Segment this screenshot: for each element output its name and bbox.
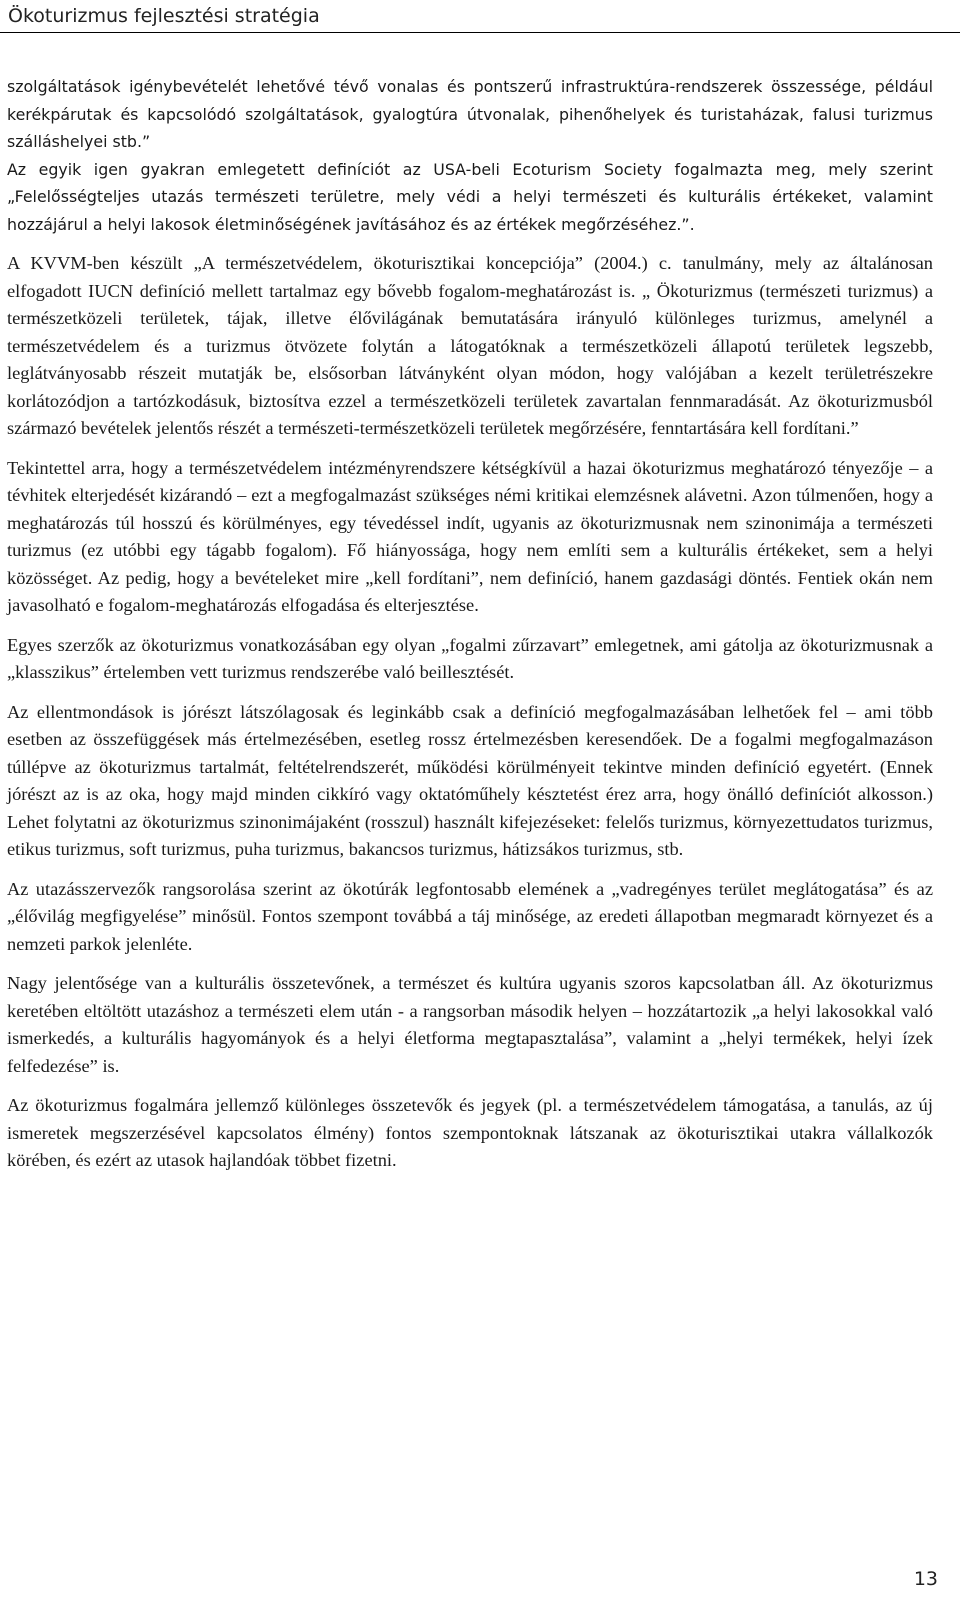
paragraph-contradictions: Az ellentmondások is jórészt látszólagosak és leginkább csak a definíció megfogalmazásában lelhetőek fel – ami több esetben az összefüggések más értelmezésében, esetleg rossz értelmezésben keresendőek. De a fogalmi megfogalmazáson túllépve az ökoturizmus tartalmát, feltételrendszerét, működési körülményeit tekintve minden definíció egyetért. (Ennek jórészt az is az oka, hogy majd minden cikkíró vagy oktatóműhely késztetést érez arra, hogy önálló definíciót alkosson.) Lehet folytatni az ökoturizmus szinonimájaként (rosszul) használt kifejezéseket: felelős turizmus, környezettudatos turizmus, etikus turizmus, soft turizmus, puha turizmus, bakancsos turizmus, hátizsákos turizmus, stb. <box>7 701 933 859</box>
header-divider <box>0 32 960 33</box>
paragraph-kvvm-concept: A KVVM-ben készült „A természetvédelem, ökoturisztikai koncepciója” (2004.) c. tanulmány, mely az általánosan elfogadott IUCN definíció mellett tartalmaz egy bővebb fogalom-meghatározást is. „ Ökoturizmus (természeti turizmus) a természetközeli területek, tájak, illetve élővilágának bemutatására irányuló különleges turizmus, amelynél a természetvédelem és a turizmus ötvözete folytán a látogatóknak a természetközeli állapotú területek legszebb, leglátványosabb részeit mutatják be, elsősorban látványként olyan módon, hogy valójában a kezelt területrészekre korlátozódjon a tartózkodásuk, biztosítva ezzel a természetközeli területek zavartalan fennmaradását. Az ökoturizmusból származó bevételek jelentős részét a természeti-természetközeli területek megőrzésére, fenntartására kell fordítani.” <box>7 253 933 438</box>
running-header: Ökoturizmus fejlesztési stratégia <box>8 5 320 27</box>
paragraph-conceptual-confusion: Egyes szerzők az ökoturizmus vonatkozásában egy olyan „fogalmi zűrzavart” emlegetnek, ami gátolja az ökoturizmusnak a „klasszikus” értelemben vett turizmus rendszerébe való beillesztését. <box>7 634 933 682</box>
paragraph-critique: Tekintettel arra, hogy a természetvédelem intézményrendszere kétségkívül a hazai ökoturizmus meghatározó tényezője – a tévhitek elterjedését kizárandó – ezt a megfogalmazást szükséges némi kritikai elemzésnek alávetni. Azon túlmenően, hogy a meghatározás túl hosszú és körülményes, egy tévedéssel indít, ugyanis az ökoturizmusnak nem szinonimája a természeti turizmus (ez utóbbi egy tágabb fogalom). Fő hiányossága, hogy nem említi sem a kulturális értékeket, sem a helyi közösséget. Az pedig, hogy a bevételeket mire „kell fordítani”, nem definíció, hanem gazdasági döntés. Fentiek okán nem javasolható e fogalom-meghatározás elfogadása és elterjesztése. <box>7 457 933 615</box>
paragraph-ecoturism-society-definition: Az egyik igen gyakran emlegetett definíciót az USA-beli Ecoturism Society fogalmazta meg, mely szerint „Felelősségteljes utazás természeti területre, mely védi a helyi természeti és kulturális értékeket, valamint hozzájárul a helyi lakosok életminőségének javításához és az értékek megőrzéséhez.”. <box>7 159 933 234</box>
paragraph-tour-operator-ranking: Az utazásszervezők rangsorolása szerint az ökotúrák legfontosabb elemének a „vadregényes terület meglátogatása” és az „élővilág megfigyelése” minősül. Fontos szempont továbbá a táj minősége, az eredeti állapotban megmaradt környezet és a nemzeti parkok jelenléte. <box>7 878 933 954</box>
paragraph-cultural-component: Nagy jelentősége van a kulturális összetevőnek, a természet és kultúra ugyanis szoros kapcsolatban áll. Az ökoturizmus keretében eltöltött utazáshoz a természeti elem után - a rangsorban második helyen – hozzátartozik „a helyi lakosokkal való ismerkedés, a kulturális hagyományok és a helyi életforma megtapasztalása”, valamint a „helyi termékek, helyi ízek felfedezése” is. <box>7 973 933 1076</box>
document-body <box>7 73 933 1187</box>
page-number: 13 <box>913 1568 938 1590</box>
paragraph-infrastructure: szolgáltatások igénybevételét lehetővé tévő vonalas és pontszerű infrastruktúra-rendszerek összessége, például kerékpárutak és kapcsolódó szolgáltatások, gyalogtúra útvonalak, pihenőhelyek és turistaházak, falusi turizmus szálláshelyei stb.” <box>7 77 933 151</box>
paragraph-special-features: Az ökoturizmus fogalmára jellemző különleges összetevők és jegyek (pl. a természetvédelem támogatása, a tanulás, az új ismeretek megszerzésével kapcsolatos élmény) fontos szempontoknak látszanak az ökoturisztikai utakra vállalkozók körében, és ezért az utasok hajlandóak többet fizetni. <box>7 1095 933 1170</box>
